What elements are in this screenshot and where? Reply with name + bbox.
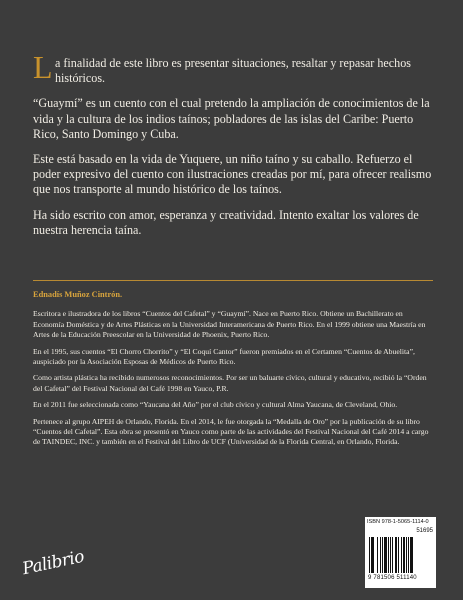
bio-paragraph-2: En el 1995, sus cuentos “El Chorro Chorrito” y “El Coquí Cantor” fueron premiados en el Certamen “Cuentos de Abuelita”, auspiciado por la Asociación Esposas de Médicos de Puerto Rico. (33, 346, 415, 367)
author-bio (33, 290, 433, 454)
intro-paragraph-4: Ha sido escrito con amor, esperanza y creatividad. Intento exaltar los valores de nuestra herencia taína. (33, 207, 419, 237)
intro-paragraph-1 (33, 49, 433, 86)
price-code: 51695 (416, 528, 433, 534)
intro-paragraph-1-text: a finalidad de este libro es presentar situaciones, resaltar y repasar hechos históricos. (55, 56, 411, 86)
ean-digits: 9 781506 511140 (368, 575, 417, 581)
section-divider (33, 280, 433, 281)
bio-paragraph-4: En el 2011 fue seleccionada como “Yaucana del Año” por el club cívico y cultural Alma Yaucana, de Cleveland, Ohio. (33, 400, 398, 410)
bio-paragraph-5: Pertenece al grupo AIPEH de Orlando, Florida. En el 2014, le fue otorgada la “Medalla de Oro” por la publicación de su libro “Cuentos del Cafetal”. Esta obra se presentó en Yauco como parte de las actividades del Festival Nacional del Café 2014 a cargo de TAINDEC, INC. y también en el Festival del Libro de UCF (Universidad de la Florida Central, en Orlando, Florida. (33, 416, 429, 447)
barcode-bar (413, 537, 414, 573)
intro-paragraph-2: “Guaymí” es un cuento con el cual pretendo la ampliación de conocimientos de la vida y la cultura de los indios taínos; pobladores de las islas del Caribe: Puerto Rico, Santo Domingo y Cuba. (33, 96, 430, 141)
isbn-text: ISBN 978-1-5065-1114-0 (367, 519, 429, 525)
intro-text (33, 49, 433, 248)
author-name: Ednadís Muñoz Cintrón. (33, 290, 123, 299)
publisher-logo: Palibrio (20, 546, 86, 580)
drop-cap: L (33, 49, 53, 85)
barcode-bars (369, 537, 431, 573)
bio-paragraph-1: Escritora e ilustradora de los libros “Cuentos del Cafetal” y “Guaymí”. Nace en Puerto Rico. Obtiene un Bachillerato en Economía Doméstica y de Artes Plásticas en la Universidad Interamericana de Puerto Rico. En el 1999 obtiene una Maestría en Artes de la Educación Preescolar en la Universidad de Phoenix, Puerto Rico. (33, 309, 426, 340)
isbn-barcode (365, 517, 436, 588)
intro-paragraph-3: Este está basado en la vida de Yuquere, un niño taíno y su caballo. Refuerzo el poder expresivo del cuento con ilustraciones creadas por mí, para ofrecer realismo que nos transporte al mundo histórico de los taínos. (33, 152, 432, 197)
bio-paragraph-3: Como artista plástica ha recibido numerosos reconocimientos. Por ser un baluarte cívico, cultural y educativo, recibió la “Orden del Cafetal” del Festival Nacional del Café 1998 en Yauco, P.R. (33, 373, 427, 393)
